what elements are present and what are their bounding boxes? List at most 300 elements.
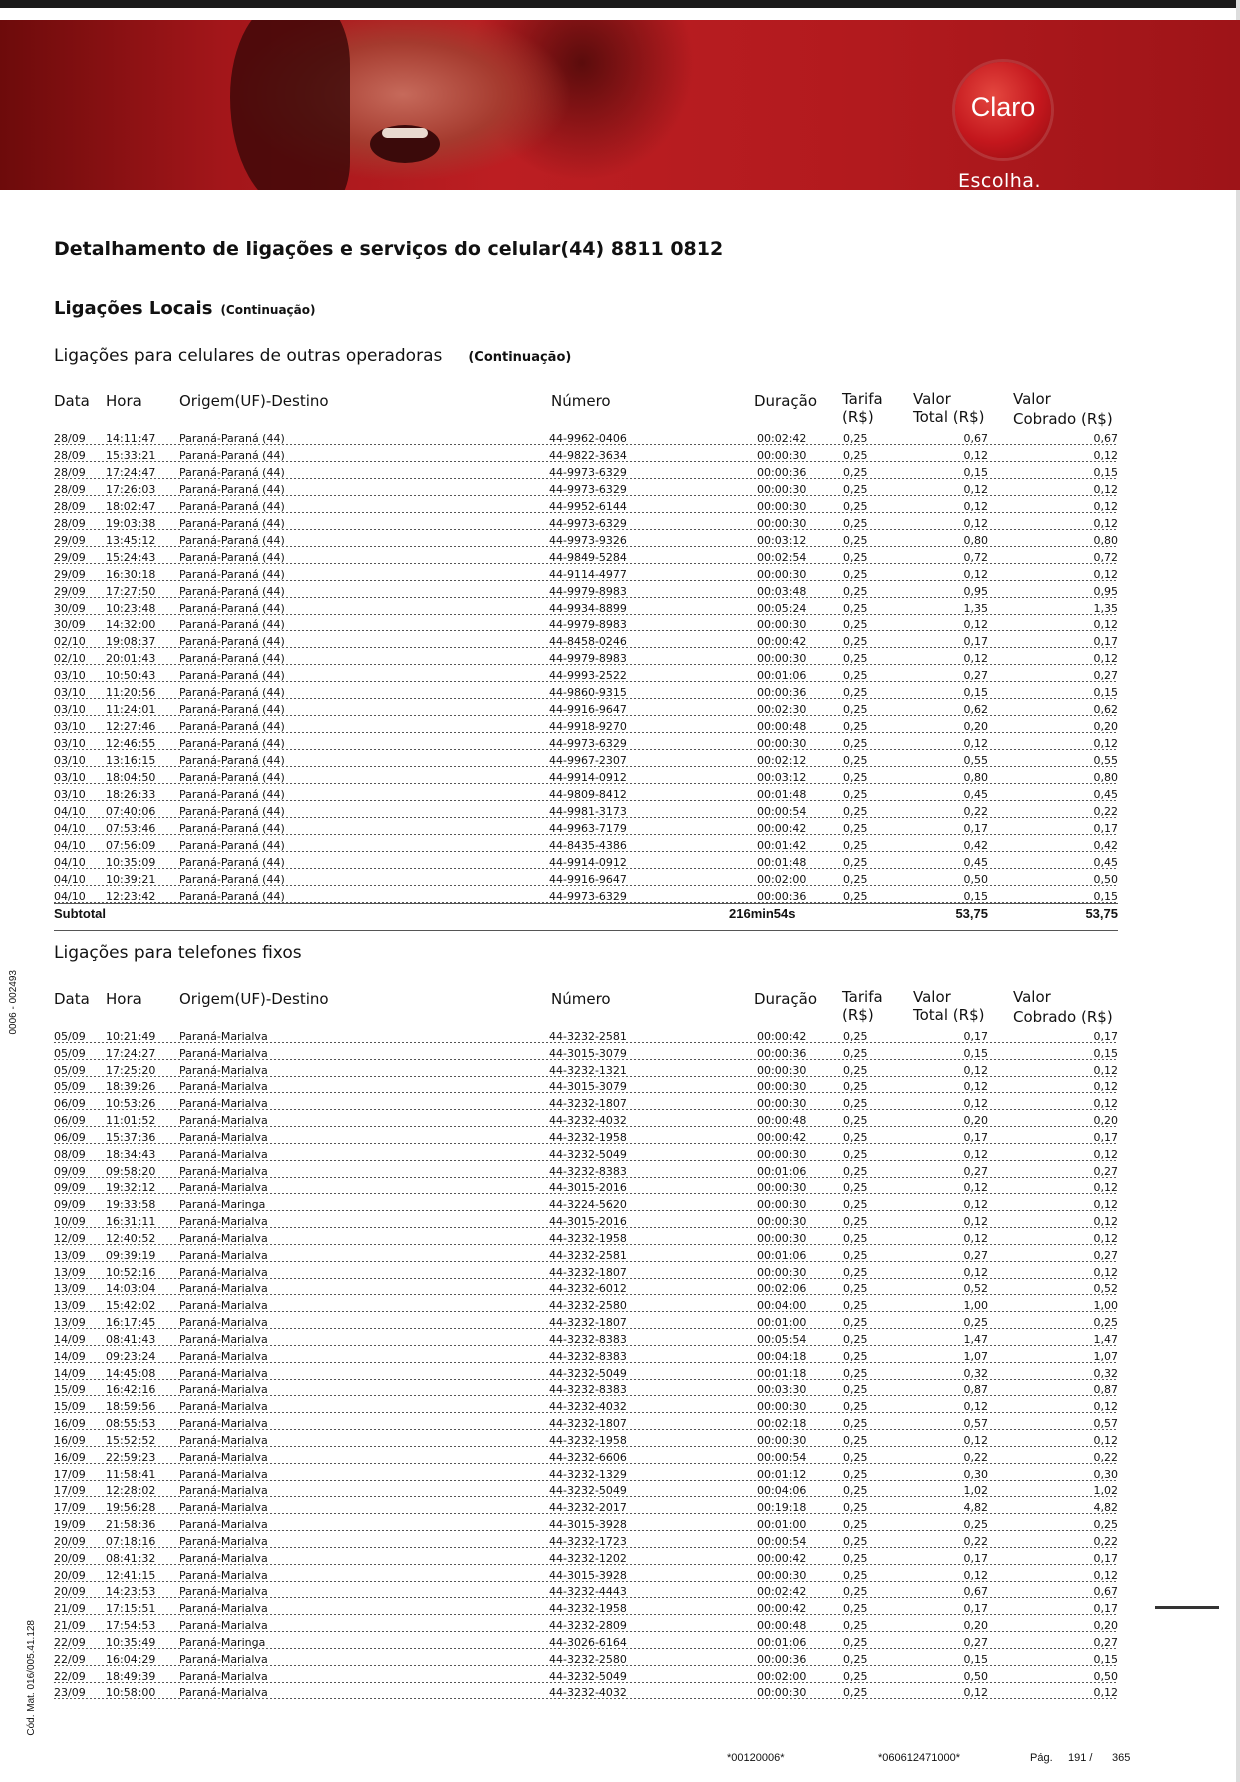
table-row	[54, 1668, 1118, 1685]
cell-charged: 0,12	[1093, 1568, 1118, 1582]
table-row	[54, 1583, 1118, 1600]
cell-duration: 00:05:24	[757, 601, 807, 615]
cell-duration: 00:01:00	[757, 1518, 807, 1532]
cell-date: 28/09	[54, 448, 86, 462]
cell-number: 44-9973-6329	[549, 737, 627, 751]
cell-number: 44-9981-3173	[549, 804, 627, 818]
cell-time: 12:28:02	[106, 1484, 156, 1498]
cell-rate: 0,25	[843, 584, 868, 598]
cell-duration: 00:01:00	[757, 1316, 807, 1330]
table2-title-text: Ligações para telefones fixos	[54, 943, 302, 963]
cell-rate: 0,25	[843, 499, 868, 513]
cell-total: 0,27	[963, 1248, 988, 1262]
cell-origin: Paraná-Marialva	[179, 1467, 268, 1481]
cell-origin: Paraná-Paraná (44)	[179, 567, 285, 581]
cell-rate: 0,25	[843, 635, 868, 649]
cell-time: 17:54:53	[106, 1619, 156, 1633]
cell-total: 0,50	[963, 872, 988, 886]
col-total-unit: Total (R$)	[913, 1006, 985, 1024]
cell-time: 19:56:28	[106, 1501, 156, 1515]
cell-time: 08:41:43	[106, 1332, 156, 1346]
cell-rate: 0,25	[843, 567, 868, 581]
cell-rate: 0,25	[843, 1030, 868, 1043]
cell-total: 0,12	[963, 516, 988, 530]
cell-total: 0,12	[963, 1215, 988, 1229]
cell-time: 14:23:53	[106, 1585, 156, 1599]
table-row	[54, 871, 1118, 888]
cell-charged: 0,17	[1093, 1130, 1118, 1144]
cell-time: 15:24:43	[106, 550, 156, 564]
cell-date: 03/10	[54, 754, 86, 768]
cell-number: 44-9934-8899	[549, 601, 627, 615]
cell-date: 14/09	[54, 1332, 86, 1346]
cell-date: 28/09	[54, 465, 86, 479]
cell-date: 14/09	[54, 1349, 86, 1363]
cell-time: 07:18:16	[106, 1534, 156, 1548]
cell-date: 21/09	[54, 1619, 86, 1633]
cell-duration: 00:00:30	[757, 567, 807, 581]
cell-date: 06/09	[54, 1097, 86, 1111]
cell-rate: 0,25	[843, 482, 868, 496]
footer-code-1: *00120006*	[727, 1752, 785, 1764]
cell-charged: 0,12	[1093, 482, 1118, 496]
cell-number: 44-9114-4977	[549, 567, 627, 581]
cell-time: 09:39:19	[106, 1248, 156, 1262]
cell-rate: 0,25	[843, 1619, 868, 1633]
cell-duration: 00:02:54	[757, 550, 807, 564]
cell-time: 18:49:39	[106, 1669, 156, 1683]
cell-charged: 0,22	[1093, 1534, 1118, 1548]
cell-date: 03/10	[54, 669, 86, 683]
cell-charged: 0,12	[1093, 499, 1118, 513]
cell-duration: 00:00:30	[757, 1215, 807, 1229]
col-numero: Número	[551, 990, 611, 1008]
cell-rate: 0,25	[843, 1265, 868, 1279]
cell-total: 0,55	[963, 754, 988, 768]
cell-number: 44-9967-2307	[549, 754, 627, 768]
cell-rate: 0,25	[843, 550, 868, 564]
cell-charged: 0,22	[1093, 804, 1118, 818]
cell-rate: 0,25	[843, 516, 868, 530]
cell-time: 14:11:47	[106, 432, 156, 445]
cell-charged: 0,27	[1093, 1248, 1118, 1262]
cell-number: 44-9963-7179	[549, 821, 627, 835]
table-row	[54, 1247, 1118, 1264]
cell-time: 09:23:24	[106, 1349, 156, 1363]
cell-rate: 0,25	[843, 872, 868, 886]
cell-duration: 00:02:00	[757, 1669, 807, 1683]
col-tarifa: Tarifa	[842, 988, 883, 1006]
table-row	[54, 1078, 1118, 1095]
cell-origin: Paraná-Paraná (44)	[179, 771, 285, 784]
cell-origin: Paraná-Marialva	[179, 1097, 268, 1111]
cell-origin: Paraná-Marialva	[179, 1164, 268, 1178]
cell-charged: 0,12	[1093, 1097, 1118, 1111]
cell-charged: 0,12	[1093, 652, 1118, 666]
cell-origin: Paraná-Marialva	[179, 1534, 268, 1548]
cell-duration: 00:00:30	[757, 1686, 807, 1700]
cell-date: 10/09	[54, 1215, 86, 1229]
table-row	[54, 1331, 1118, 1348]
cell-charged: 0,20	[1093, 1619, 1118, 1633]
cell-total: 0,20	[963, 1114, 988, 1128]
cell-rate: 0,25	[843, 1114, 868, 1128]
cell-duration: 00:00:30	[757, 737, 807, 751]
cell-origin: Paraná-Marialva	[179, 1484, 268, 1498]
cell-rate: 0,25	[843, 1366, 868, 1380]
cell-duration: 00:00:30	[757, 1147, 807, 1161]
cell-total: 0,12	[963, 1097, 988, 1111]
cell-charged: 0,12	[1093, 1215, 1118, 1229]
cell-date: 06/09	[54, 1114, 86, 1128]
cell-origin: Paraná-Marialva	[179, 1433, 268, 1447]
cell-origin: Paraná-Paraná (44)	[179, 652, 285, 666]
cell-duration: 00:01:48	[757, 855, 807, 869]
cell-time: 11:24:01	[106, 703, 156, 717]
cell-rate: 0,25	[843, 1332, 868, 1346]
cell-time: 17:26:03	[106, 482, 156, 496]
cell-total: 0,62	[963, 703, 988, 717]
cell-origin: Paraná-Marialva	[179, 1114, 268, 1128]
cell-time: 16:30:18	[106, 567, 156, 581]
cell-date: 20/09	[54, 1568, 86, 1582]
cell-origin: Paraná-Marialva	[179, 1585, 268, 1599]
cell-total: 0,15	[963, 889, 988, 903]
banner-photo	[190, 20, 750, 190]
cell-charged: 0,12	[1093, 567, 1118, 581]
cell-total: 0,12	[963, 1063, 988, 1077]
cell-charged: 0,17	[1093, 1602, 1118, 1616]
cell-rate: 0,25	[843, 1198, 868, 1212]
col-cobrado-unit: Cobrado (R$)	[1013, 410, 1113, 428]
cell-origin: Paraná-Paraná (44)	[179, 754, 285, 768]
cell-duration: 00:00:42	[757, 1602, 807, 1616]
cell-time: 15:37:36	[106, 1130, 156, 1144]
cell-date: 30/09	[54, 601, 86, 615]
cell-origin: Paraná-Marialva	[179, 1417, 268, 1431]
cell-number: 44-3232-2809	[549, 1619, 627, 1633]
cell-number: 44-3232-8383	[549, 1383, 627, 1397]
cell-origin: Paraná-Marialva	[179, 1518, 268, 1532]
table-row	[54, 1062, 1118, 1079]
table-row	[54, 1567, 1118, 1584]
cell-total: 0,27	[963, 669, 988, 683]
cell-date: 16/09	[54, 1433, 86, 1447]
cell-total: 0,17	[963, 1030, 988, 1043]
cell-total: 0,12	[963, 1080, 988, 1094]
table-row	[54, 1432, 1118, 1449]
cell-charged: 0,25	[1093, 1316, 1118, 1330]
cell-origin: Paraná-Paraná (44)	[179, 669, 285, 683]
cell-duration: 00:04:18	[757, 1349, 807, 1363]
cell-charged: 0,67	[1093, 432, 1118, 445]
cell-charged: 0,22	[1093, 1450, 1118, 1464]
cell-number: 44-3232-4032	[549, 1686, 627, 1700]
cell-total: 0,67	[963, 432, 988, 445]
cell-duration: 00:01:42	[757, 838, 807, 852]
col-duracao: Duração	[754, 392, 818, 410]
page-edge	[1236, 0, 1240, 1782]
cell-duration: 00:00:30	[757, 652, 807, 666]
cell-total: 0,20	[963, 720, 988, 734]
table1-title	[54, 346, 571, 366]
cell-number: 44-8435-4386	[549, 838, 627, 852]
cell-time: 17:24:27	[106, 1046, 156, 1060]
table-row	[54, 1196, 1118, 1213]
cell-number: 44-3232-5049	[549, 1669, 627, 1683]
cell-date: 20/09	[54, 1534, 86, 1548]
cell-total: 0,80	[963, 771, 988, 784]
cell-rate: 0,25	[843, 1046, 868, 1060]
cell-charged: 0,12	[1093, 1231, 1118, 1245]
section-title-text: Ligações Locais	[54, 298, 213, 319]
table-row	[54, 1634, 1118, 1651]
cell-date: 04/10	[54, 804, 86, 818]
cell-date: 21/09	[54, 1602, 86, 1616]
cell-duration: 00:00:36	[757, 465, 807, 479]
table2-header	[54, 988, 1118, 1024]
cell-charged: 0,50	[1093, 1669, 1118, 1683]
table1-note: (Continuação)	[468, 350, 572, 365]
cell-number: 44-3232-6606	[549, 1450, 627, 1464]
col-numero: Número	[551, 392, 611, 410]
cell-total: 0,95	[963, 584, 988, 598]
cell-date: 03/10	[54, 737, 86, 751]
table-row	[54, 1415, 1118, 1432]
cell-duration: 00:03:30	[757, 1383, 807, 1397]
table-row	[54, 600, 1118, 617]
banner-photo-teeth	[382, 128, 428, 138]
cell-charged: 0,67	[1093, 1585, 1118, 1599]
cell-duration: 00:04:06	[757, 1484, 807, 1498]
table-row	[54, 549, 1118, 566]
cell-total: 0,17	[963, 1130, 988, 1144]
cell-total: 0,17	[963, 821, 988, 835]
cell-rate: 0,25	[843, 652, 868, 666]
cell-rate: 0,25	[843, 1501, 868, 1515]
cell-origin: Paraná-Marialva	[179, 1602, 268, 1616]
cell-charged: 0,50	[1093, 872, 1118, 886]
cell-time: 20:01:43	[106, 652, 156, 666]
cell-number: 44-3015-3079	[549, 1080, 627, 1094]
col-origem: Origem(UF)-Destino	[179, 392, 329, 410]
cell-time: 19:03:38	[106, 516, 156, 530]
cell-total: 0,12	[963, 1231, 988, 1245]
cell-total: 0,12	[963, 1686, 988, 1700]
table-row	[54, 837, 1118, 854]
cell-number: 44-9993-2522	[549, 669, 627, 683]
cell-number: 44-3015-3928	[549, 1518, 627, 1532]
cell-rate: 0,25	[843, 1467, 868, 1481]
cell-charged: 0,12	[1093, 448, 1118, 462]
cell-total: 0,12	[963, 737, 988, 751]
cell-charged: 0,32	[1093, 1366, 1118, 1380]
cell-total: 0,12	[963, 652, 988, 666]
cell-origin: Paraná-Paraná (44)	[179, 618, 285, 632]
cell-charged: 0,17	[1093, 1551, 1118, 1565]
table-row	[54, 854, 1118, 871]
col-total-unit: Total (R$)	[913, 408, 985, 426]
cell-time: 18:26:33	[106, 787, 156, 801]
cell-charged: 0,20	[1093, 720, 1118, 734]
cell-time: 14:32:00	[106, 618, 156, 632]
cell-total: 1,00	[963, 1299, 988, 1313]
cell-origin: Paraná-Marialva	[179, 1619, 268, 1633]
cell-time: 08:41:32	[106, 1551, 156, 1565]
cell-date: 22/09	[54, 1635, 86, 1649]
cell-date: 02/10	[54, 635, 86, 649]
table-row	[54, 667, 1118, 684]
cell-number: 44-3232-4032	[549, 1400, 627, 1414]
table-row	[54, 1314, 1118, 1331]
table-row	[54, 1550, 1118, 1567]
cell-date: 05/09	[54, 1046, 86, 1060]
cell-number: 44-3232-1321	[549, 1063, 627, 1077]
cell-time: 12:23:42	[106, 889, 156, 903]
section-note: (Continuação)	[220, 303, 316, 317]
cell-number: 44-9809-8412	[549, 787, 627, 801]
cell-duration: 00:00:30	[757, 1063, 807, 1077]
cell-origin: Paraná-Marialva	[179, 1400, 268, 1414]
cell-duration: 00:02:06	[757, 1282, 807, 1296]
cell-rate: 0,25	[843, 1063, 868, 1077]
cell-total: 0,15	[963, 1046, 988, 1060]
col-tarifa-unit: (R$)	[842, 408, 874, 426]
cell-time: 15:42:02	[106, 1299, 156, 1313]
cell-rate: 0,25	[843, 1602, 868, 1616]
table-row	[54, 1028, 1118, 1045]
cell-duration: 00:00:42	[757, 1030, 807, 1043]
cell-total: 0,72	[963, 550, 988, 564]
cell-duration: 00:04:00	[757, 1299, 807, 1313]
table1-subtotal	[54, 906, 1118, 924]
cell-number: 44-9973-6329	[549, 465, 627, 479]
cell-origin: Paraná-Paraná (44)	[179, 482, 285, 496]
cell-time: 17:24:47	[106, 465, 156, 479]
col-hora: Hora	[106, 990, 142, 1008]
cell-origin: Paraná-Marialva	[179, 1383, 268, 1397]
cell-origin: Paraná-Marialva	[179, 1551, 268, 1565]
logo-text: Claro	[970, 92, 1036, 122]
cell-time: 18:39:26	[106, 1080, 156, 1094]
cell-number: 44-9918-9270	[549, 720, 627, 734]
cell-date: 28/09	[54, 432, 86, 445]
cell-duration: 00:00:30	[757, 1568, 807, 1582]
cell-total: 0,27	[963, 1635, 988, 1649]
cell-number: 44-9962-0406	[549, 432, 627, 445]
cell-date: 04/10	[54, 855, 86, 869]
cell-number: 44-3232-2017	[549, 1501, 627, 1515]
cell-total: 0,57	[963, 1417, 988, 1431]
cell-rate: 0,25	[843, 1248, 868, 1262]
cell-rate: 0,25	[843, 1181, 868, 1195]
cell-rate: 0,25	[843, 465, 868, 479]
col-data: Data	[54, 990, 90, 1008]
footer-page: 191 /	[1068, 1752, 1093, 1764]
cell-origin: Paraná-Marialva	[179, 1231, 268, 1245]
cell-charged: 0,12	[1093, 737, 1118, 751]
cell-total: 0,12	[963, 1147, 988, 1161]
cell-rate: 0,25	[843, 771, 868, 784]
cell-rate: 0,25	[843, 1568, 868, 1582]
cell-charged: 0,27	[1093, 669, 1118, 683]
cell-rate: 0,25	[843, 1551, 868, 1565]
cell-total: 0,12	[963, 1568, 988, 1582]
cell-rate: 0,25	[843, 432, 868, 445]
cell-charged: 1,02	[1093, 1484, 1118, 1498]
cell-origin: Paraná-Paraná (44)	[179, 465, 285, 479]
cell-charged: 0,17	[1093, 821, 1118, 835]
cell-total: 0,17	[963, 635, 988, 649]
cell-duration: 00:03:12	[757, 533, 807, 547]
cell-rate: 0,25	[843, 1417, 868, 1431]
cell-charged: 0,80	[1093, 533, 1118, 547]
cell-rate: 0,25	[843, 1130, 868, 1144]
col-valor-total: Valor	[913, 390, 951, 408]
cell-origin: Paraná-Paraná (44)	[179, 584, 285, 598]
table-row	[54, 1146, 1118, 1163]
cell-total: 0,30	[963, 1467, 988, 1481]
cell-number: 44-3232-1807	[549, 1265, 627, 1279]
cell-duration: 00:02:42	[757, 1585, 807, 1599]
cell-total: 0,22	[963, 804, 988, 818]
cell-rate: 0,25	[843, 1097, 868, 1111]
cell-origin: Paraná-Marialva	[179, 1063, 268, 1077]
top-bar	[0, 0, 1240, 8]
cell-time: 16:42:16	[106, 1383, 156, 1397]
cell-charged: 0,42	[1093, 838, 1118, 852]
cell-origin: Paraná-Paraná (44)	[179, 601, 285, 615]
cell-origin: Paraná-Paraná (44)	[179, 550, 285, 564]
cell-number: 44-3232-5049	[549, 1147, 627, 1161]
cell-number: 44-3232-1958	[549, 1130, 627, 1144]
cell-duration: 00:00:30	[757, 1097, 807, 1111]
cell-rate: 0,25	[843, 1147, 868, 1161]
table-row	[54, 769, 1118, 786]
cell-charged: 0,12	[1093, 1063, 1118, 1077]
col-valor-cobrado: Valor	[1013, 988, 1051, 1006]
cell-charged: 0,12	[1093, 1147, 1118, 1161]
cell-time: 10:58:00	[106, 1686, 156, 1700]
cell-total: 0,42	[963, 838, 988, 852]
cell-time: 18:34:43	[106, 1147, 156, 1161]
cell-duration: 00:00:30	[757, 499, 807, 513]
cell-rate: 0,25	[843, 1585, 868, 1599]
cell-total: 0,67	[963, 1585, 988, 1599]
cell-date: 20/09	[54, 1551, 86, 1565]
cell-origin: Paraná-Paraná (44)	[179, 821, 285, 835]
cell-number: 44-3015-3928	[549, 1568, 627, 1582]
cell-date: 03/10	[54, 720, 86, 734]
cell-date: 22/09	[54, 1669, 86, 1683]
cell-rate: 0,25	[843, 838, 868, 852]
cell-number: 44-3232-1723	[549, 1534, 627, 1548]
cell-total: 1,02	[963, 1484, 988, 1498]
cell-charged: 0,12	[1093, 1433, 1118, 1447]
cell-duration: 00:00:48	[757, 1619, 807, 1633]
cell-origin: Paraná-Paraná (44)	[179, 855, 285, 869]
section-title	[54, 298, 316, 319]
cell-duration: 00:01:06	[757, 1248, 807, 1262]
cell-duration: 00:01:06	[757, 1635, 807, 1649]
cell-rate: 0,25	[843, 1164, 868, 1178]
cell-date: 19/09	[54, 1518, 86, 1532]
cell-origin: Paraná-Marialva	[179, 1686, 268, 1700]
cell-time: 09:58:20	[106, 1164, 156, 1178]
table-row	[54, 1684, 1118, 1701]
cell-number: 44-9916-9647	[549, 703, 627, 717]
cell-time: 10:23:48	[106, 601, 156, 615]
